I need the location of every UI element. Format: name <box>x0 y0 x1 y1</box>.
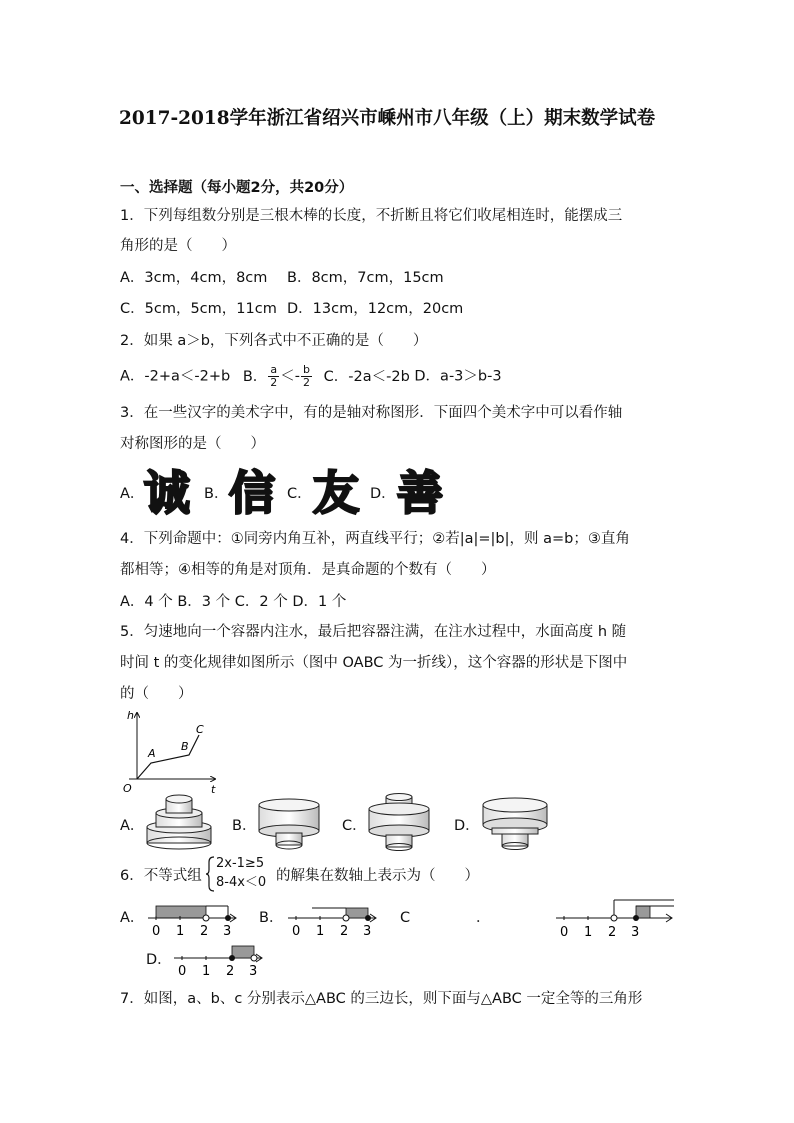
q6-label-d: D． <box>146 952 172 968</box>
q3-label-c: C． <box>287 486 312 502</box>
q2-option-b-label: B． <box>242 368 268 385</box>
svg-text:1: 1 <box>202 964 211 979</box>
q2-option-a: A．-2+a＜-2+b <box>120 368 231 385</box>
svg-text:0: 0 <box>560 925 569 940</box>
q2-line1: 2．如果 a＞b，下列各式中不正确的是（ ） <box>120 333 428 349</box>
system-brace <box>205 856 215 892</box>
graph-label-o: O <box>123 782 132 795</box>
q1-line1: 1．下列每组数分别是三根木棒的长度，不折断且将它们收尾相连时，能摆成三 <box>120 208 623 224</box>
q7-line1: 7．如图，a、b、c 分别表示△ABC 的三边长，则下面与△ABC 一定全等的三角形 <box>120 991 643 1007</box>
q2-fraction-a: $\frac{a}{2}$ <box>270 363 278 389</box>
art-char-shan: 善 <box>397 466 443 520</box>
q5-line3: 的（ ） <box>120 686 193 702</box>
tick-2: 2 <box>200 924 209 939</box>
tick-0: 0 <box>152 924 161 939</box>
q6-inequality-2: 8-4x＜0 <box>216 875 267 890</box>
q4-line2: 都相等；④相等的角是对顶角．是真命题的个数有（ ） <box>120 562 496 578</box>
section-heading: 一、选择题（每小题2分，共20分） <box>120 180 354 196</box>
q6-suffix: 的解集在数轴上表示为（ ） <box>276 868 479 884</box>
q1-option-c: C．5cm，5cm，11cm <box>120 301 277 317</box>
art-char-you: 友 <box>313 466 359 520</box>
q2-option-d: D．a-3＞b-3 <box>414 368 502 385</box>
art-char-cheng: 诚 <box>144 466 190 520</box>
number-line-d <box>170 940 266 980</box>
q6-label-a: A． <box>120 910 145 926</box>
svg-text:1: 1 <box>584 925 593 940</box>
q1-option-d: D．13cm，12cm，20cm <box>287 301 464 317</box>
graph-label-h: h <box>127 709 134 722</box>
svg-text:2: 2 <box>608 925 617 940</box>
q2-fraction-b: $\frac{b}{2}$ <box>303 363 311 389</box>
container-c-image <box>366 793 432 853</box>
q1-line2: 角形的是（ ） <box>120 238 236 254</box>
svg-text:3: 3 <box>631 925 640 940</box>
graph-label-t: t <box>211 783 216 795</box>
q3-label-d: D． <box>370 486 396 502</box>
page-title: 2017-2018学年浙江省绍兴市嵊州市八年级（上）期末数学试卷 <box>119 108 656 129</box>
svg-text:0: 0 <box>292 924 301 939</box>
number-line-c <box>552 896 676 940</box>
q3-label-b: B． <box>204 486 229 502</box>
q3-line1: 3．在一些汉字的美术字中，有的是轴对称图形．下面四个美术字中可以看作轴 <box>120 405 623 421</box>
svg-text:2: 2 <box>226 964 235 979</box>
svg-text:3: 3 <box>363 924 372 939</box>
number-line-a <box>144 900 240 940</box>
tick-3: 3 <box>223 924 232 939</box>
q1-option-a: A．3cm，4cm，8cm <box>120 270 268 286</box>
q3-label-a: A． <box>120 486 145 502</box>
container-d-image <box>480 795 550 853</box>
q2-option-c: C．-2a＜-2b <box>323 368 410 385</box>
graph-label-b: B <box>181 740 189 753</box>
q6-inequality-1: 2x-1≥5 <box>216 856 265 871</box>
q4-options: A．4 个 B．3 个 C．2 个 D．1 个 <box>120 594 347 610</box>
q1-option-b: B．8cm，7cm，15cm <box>287 270 444 286</box>
q5-label-b: B． <box>232 818 257 834</box>
container-b-image <box>256 795 322 851</box>
tick-1: 1 <box>176 924 185 939</box>
q5-line1: 5．匀速地向一个容器内注水，最后把容器注满，在注水过程中，水面高度 h 随 <box>120 624 627 640</box>
number-line-b <box>284 900 380 940</box>
graph-label-c: C <box>196 723 204 736</box>
svg-text:2: 2 <box>340 924 349 939</box>
q2-options: A．-2+a＜-2+b B． $\frac{a}{2}$ ＜- $\frac{b}{2}$ C．-2a＜-2b D．a-3＞b-3 <box>120 363 502 389</box>
q6-label-c-dot: ． <box>476 910 491 926</box>
art-char-xin: 信 <box>229 466 275 520</box>
q5-line2: 时间 t 的变化规律如图所示（图中 OABC 为一折线），这个容器的形状是下图中 <box>120 655 628 671</box>
water-level-graph <box>117 707 223 795</box>
q5-label-c: C． <box>342 818 367 834</box>
graph-label-a: A <box>148 747 156 760</box>
q3-line2: 对称图形的是（ ） <box>120 436 265 452</box>
q5-label-d: D． <box>454 818 480 834</box>
container-a-image <box>144 793 214 851</box>
q6-label-b: B． <box>259 910 284 926</box>
q4-line1: 4．下列命题中：①同旁内角互补，两直线平行；②若|a|=|b|，则 a=b；③直角 <box>120 531 630 547</box>
q6-prefix: 6．不等式组 <box>120 868 202 884</box>
oabc-polyline <box>137 735 199 779</box>
q5-label-a: A． <box>120 818 145 834</box>
q6-label-c: C <box>400 910 411 926</box>
svg-text:0: 0 <box>178 964 187 979</box>
svg-text:3: 3 <box>249 964 258 979</box>
svg-text:1: 1 <box>316 924 325 939</box>
